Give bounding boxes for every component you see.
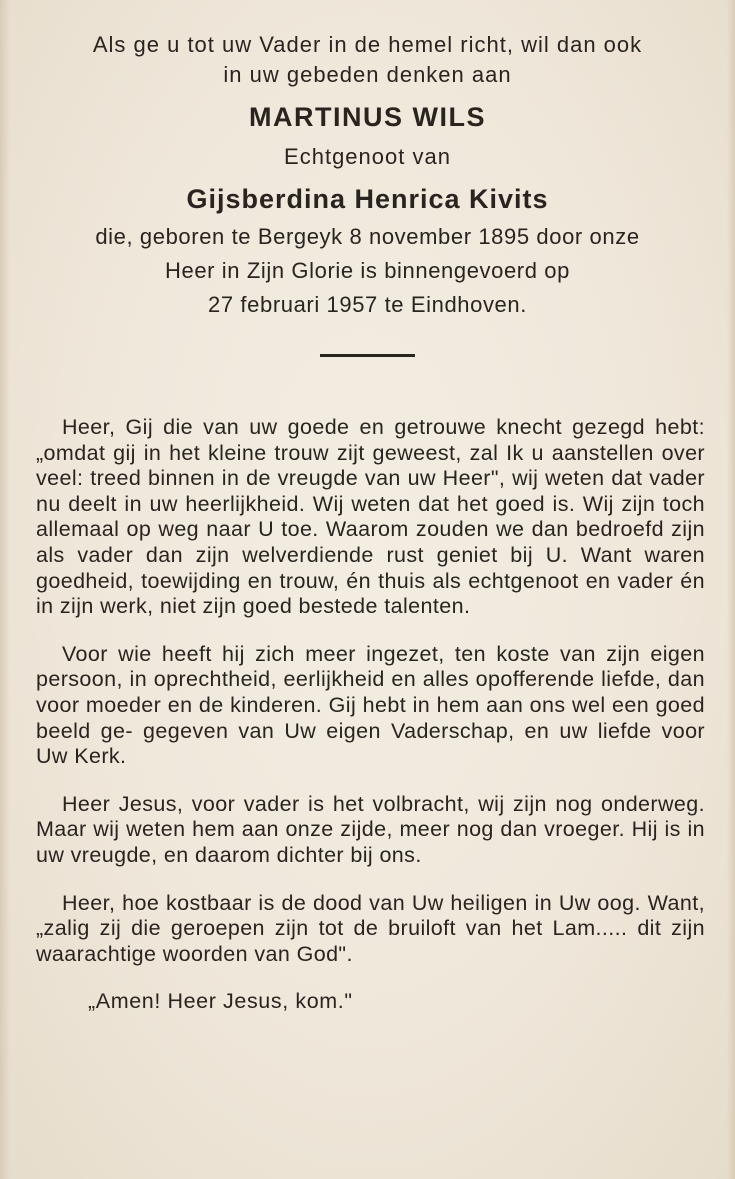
intro-line-2: in uw gebeden denken aan	[223, 62, 512, 87]
dates-line-3: 27 februari 1957 te Eindhoven.	[208, 292, 527, 317]
spouse-label: Echtgenoot van	[284, 144, 451, 169]
deceased-name: MARTINUS WILS	[249, 102, 486, 132]
spouse-name: Gijsberdina Henrica Kivits	[186, 184, 549, 214]
prayer-paragraph-3: Heer Jesus, voor vader is het volbracht, wij zijn nog onderweg. Maar wij weten hem aan onze zijde, meer nog dan vroeger. Hij is in uw vreugde, en daarom dichter bij ons.	[36, 791, 705, 867]
closing-prayer: „Amen! Heer Jesus, kom."	[88, 989, 353, 1014]
prayer-text	[36, 415, 705, 1037]
dates-line-2: Heer in Zijn Glorie is binnengevoerd op	[165, 258, 570, 283]
prayer-paragraph-4: Heer, hoe kostbaar is de dood van Uw heiligen in Uw oog. Want, „zalig zij die geroepen zijn tot de bruiloft van het Lam..... dit zijn waarachtige woorden van God".	[36, 890, 705, 966]
dates-line-1: die, geboren te Bergeyk 8 november 1895 door onze	[95, 224, 640, 249]
prayer-paragraph-1: Heer, Gij die van uw goede en getrouwe knecht gezegd hebt: „omdat gij in het kleine trouw zijt geweest, zal Ik u aanstellen over veel: treed binnen in de vreugde van uw Heer", wij weten dat vader nu deelt in uw heerlijkheid. Wij weten dat het goed is. Wij zijn toch allemaal op weg naar U toe. Waarom zouden we dan bedroefd zijn als vader dan zijn welverdiende rust geniet bij U. Want waren goedheid, toewijding en trouw, én thuis als echtgenoot en vader én in zijn werk, niet zijn goed bestede talenten.	[36, 415, 705, 619]
intro-line-1: Als ge u tot uw Vader in de hemel richt, wil dan ook	[92, 32, 643, 57]
intro-text	[0, 30, 735, 90]
birth-death-details	[0, 220, 735, 322]
prayer-paragraph-2: Voor wie heeft hij zich meer ingezet, ten koste van zijn eigen persoon, in oprechtheid, eerlijkheid en alles opofferende liefde, dan voor moeder en de kinderen. Gij hebt in hem aan ons wel een goed beeld ge- gegeven van Uw eigen Vaderschap, en uw liefde voor Uw Kerk.	[36, 641, 705, 769]
card-header	[0, 30, 735, 357]
divider-rule	[320, 354, 415, 357]
